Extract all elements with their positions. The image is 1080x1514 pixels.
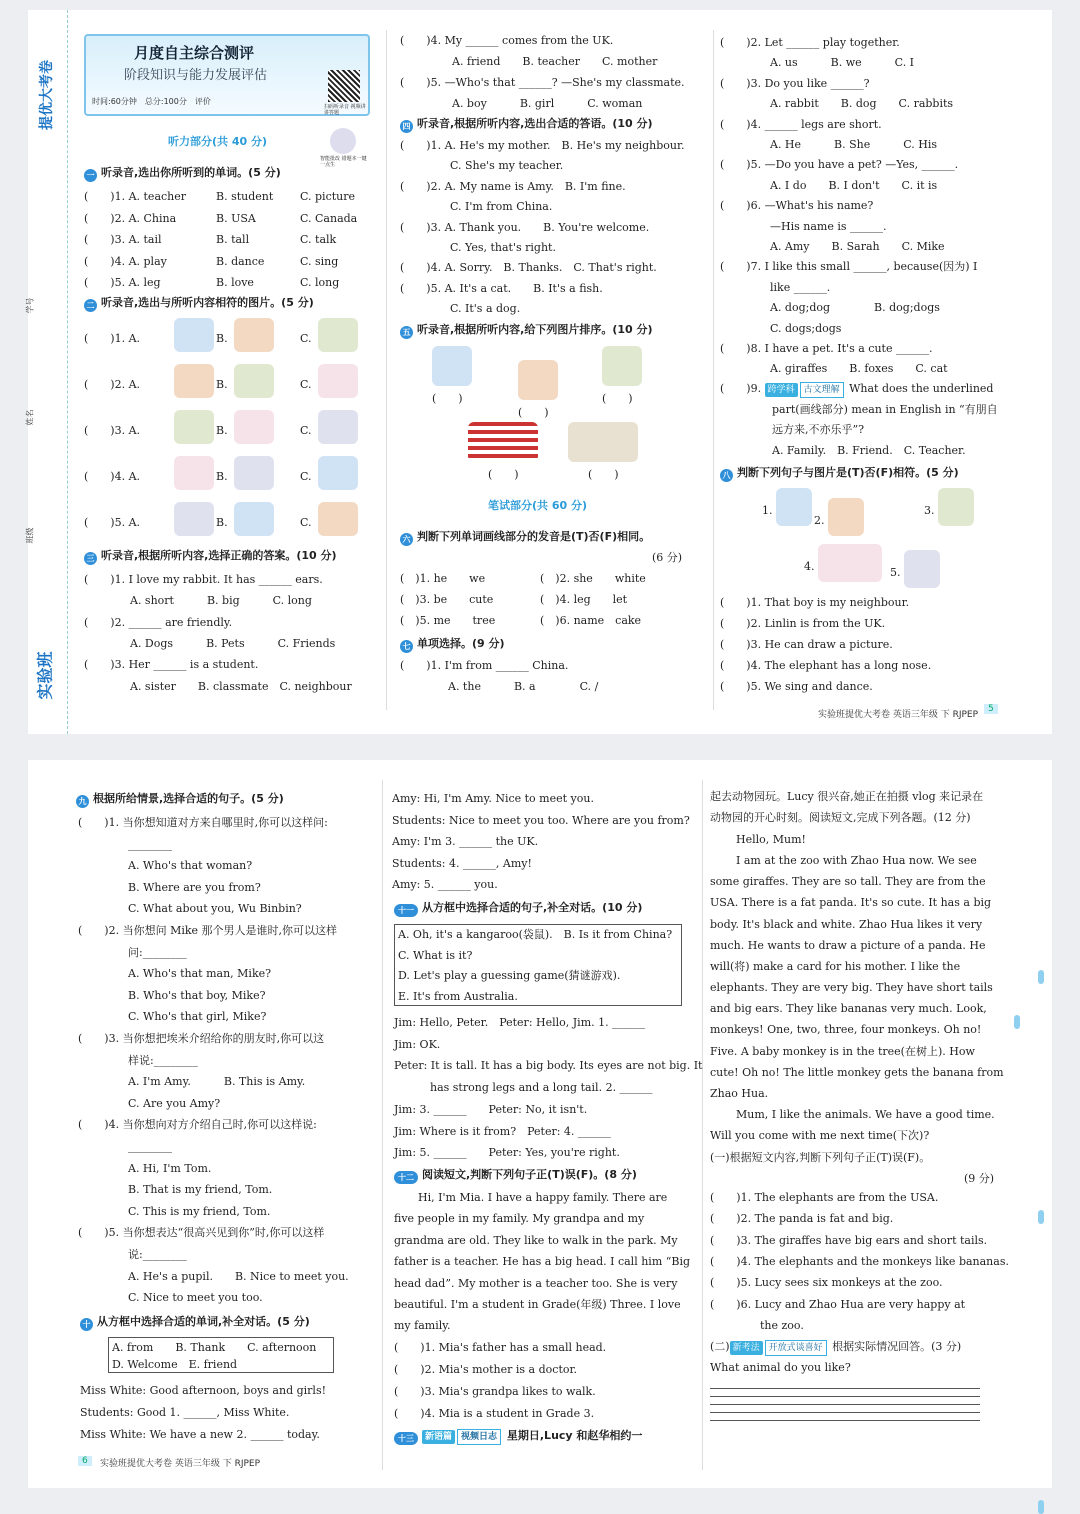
answer-options: C. Who's that girl, Mike? xyxy=(128,1010,267,1024)
true-false-item: ( )6. Lucy and Zhao Hua are very happy at xyxy=(710,1297,966,1311)
picture-number: 3. xyxy=(924,504,935,517)
question-line: ( )2. ______ are friendly. xyxy=(84,615,233,629)
open-question: What animal do you like? xyxy=(710,1361,851,1374)
section-5-title: 五 听录音,根据所听内容,给下列图片排序。(10 分) xyxy=(400,323,653,339)
phonics-item: ( )2. she white xyxy=(540,572,646,585)
true-false-item: ( )1. Mia's father has a small head. xyxy=(394,1341,607,1354)
dialogue-line: Jim: Hello, Peter. Peter: Hello, Jim. 1. ______ xyxy=(394,1016,646,1029)
exam-meta: 时间:60分钟 总分:100分 评价 xyxy=(92,97,211,106)
question-line: ( )7. I like this small ______, because(因为) I xyxy=(720,260,978,274)
answer-options: A. I do B. I don't C. it is xyxy=(770,178,938,192)
question-line: ( )5. —Who's that ______? —She's my classmate. xyxy=(400,76,685,89)
page-number: 5 xyxy=(984,704,998,714)
answer-options: A. sister B. classmate C. neighbour xyxy=(130,679,352,693)
footer-6: 实验班提优大考卷 英语三年级 下 RJPEP xyxy=(100,1459,261,1469)
footer: 实验班提优大考卷 英语三年级 下 RJPEP xyxy=(818,710,979,720)
answer-options: A. friend B. teacher C. mother xyxy=(452,55,658,68)
dialogue-line: Students: Nice to meet you too. Where are you from? xyxy=(392,813,690,827)
option-b-label: B. xyxy=(216,470,228,483)
passage-line: USA. There is a fat panda. It's so cute. It has a big xyxy=(710,896,992,910)
statement-line: ( )4. The elephant has a long nose. xyxy=(720,659,932,672)
intro-line: 起去动物园玩。Lucy 很兴奋,她正在拍摄 vlog 来记录在 xyxy=(710,790,984,803)
picture-question: ( )4. A. xyxy=(84,470,141,483)
option-c-label: C. xyxy=(300,470,312,483)
statement-line: ( )5. We sing and dance. xyxy=(720,680,873,693)
section-3-title: 三 听录音,根据所听内容,选择正确的答案。(10 分) xyxy=(84,549,337,565)
option-c-label: C. xyxy=(300,378,312,391)
question-line: ( )1. I love my rabbit. It has ______ ears. xyxy=(84,573,323,586)
section-9-title: 九 根据所给情景,选择合适的句子。(5 分) xyxy=(76,792,284,808)
box-sentence: C. What is it? xyxy=(398,948,473,962)
phonics-item: ( )5. me tree xyxy=(400,614,496,627)
exam-subtitle: 阶段知识与能力发展评估 xyxy=(124,68,268,83)
question-line: ( )3. Her ______ is a student. xyxy=(84,658,259,672)
student-id-label: 学号 xyxy=(25,297,35,314)
dialogue-line: Jim: OK. xyxy=(394,1037,441,1051)
true-false-item: the zoo. xyxy=(760,1318,804,1332)
statement-line: ( )3. He can draw a picture. xyxy=(720,638,893,651)
passage-line: Five. A baby monkey is in the tree(在树上). How xyxy=(710,1044,975,1058)
response-line: ( )2. A. My name is Amy. B. I'm fine. xyxy=(400,179,626,193)
order-blank: ( ) xyxy=(588,468,619,481)
margin-marker-icon xyxy=(1038,1210,1044,1224)
dialogue-line: has strong legs and a long tail. 2. ______ xyxy=(430,1081,653,1095)
phonics-item: ( )4. leg let xyxy=(540,593,628,606)
passage-line: my family. xyxy=(394,1319,451,1333)
answer-options: B. Who's that boy, Mike? xyxy=(128,988,266,1002)
ordering-picture-icon xyxy=(432,346,472,386)
answer-options: 样说:________ xyxy=(128,1053,198,1067)
sub-question-score: (9 分) xyxy=(964,1172,995,1185)
response-line: ( )1. A. He's my mother. B. He's my neighbour. xyxy=(400,139,685,152)
writing-line[interactable] xyxy=(710,1388,980,1389)
option-b-label: B. xyxy=(216,332,228,345)
section-6-score: (6 分) xyxy=(652,551,683,564)
order-blank: ( ) xyxy=(432,392,463,405)
passage-line: Hello, Mum! xyxy=(736,833,806,846)
answer-options: C. Nice to meet you too. xyxy=(128,1291,263,1305)
answer-options: —His name is ______. xyxy=(770,219,887,233)
section-4-title: 四 听录音,根据所听内容,选出合适的答语。(10 分) xyxy=(400,117,653,133)
dialogue-line: Miss White: Good afternoon, boys and girls! xyxy=(80,1384,327,1397)
writing-line[interactable] xyxy=(710,1404,980,1405)
answer-options: C. What about you, Wu Binbin? xyxy=(128,902,302,916)
section-10-title: 十 从方框中选择合适的单词,补全对话。(5 分) xyxy=(80,1315,310,1331)
question-line: ( )2. Let ______ play together. xyxy=(720,36,900,49)
order-blank: ( ) xyxy=(602,392,633,405)
brand-vertical: 提优大考卷 xyxy=(39,60,55,130)
word-option-c: C. talk xyxy=(300,233,337,246)
scenario-question: ( )2. 当你想问 Mike 那个男人是谁时,你可以这样 xyxy=(78,924,338,937)
answer-options: 说:________ xyxy=(128,1248,187,1261)
question-line: ( )4. My ______ comes from the UK. xyxy=(400,34,614,47)
option-c-label: C. xyxy=(300,516,312,529)
option-c-label: C. xyxy=(300,332,312,345)
question-line: ( )5. —Do you have a pet? —Yes, ______. xyxy=(720,158,959,172)
answer-options: A. He's a pupil. B. Nice to meet you. xyxy=(128,1269,349,1283)
answer-options: A. Hi, I'm Tom. xyxy=(128,1161,212,1175)
word-box: A. from B. Thank C. afternoon D. Welcome E. friend xyxy=(108,1337,334,1373)
passage-line: head dad”. My mother is a teacher too. She is very xyxy=(394,1276,678,1290)
response-line: C. I'm from China. xyxy=(450,200,553,214)
word-option-b: B. dance xyxy=(216,254,265,268)
statement-picture-icon xyxy=(818,544,882,582)
word-option-row: ( )4. A. play xyxy=(84,254,167,268)
answer-options: B. That is my friend, Tom. xyxy=(128,1183,273,1197)
statement-picture-icon xyxy=(776,488,812,526)
answer-options: B. Where are you from? xyxy=(128,880,261,894)
dialogue-line: Jim: 3. ______ Peter: No, it isn't. xyxy=(394,1102,588,1116)
question-line: ( )6. —What's his name? xyxy=(720,199,874,213)
passage-line: and big ears. They like bananas very much. Look, xyxy=(710,1002,987,1016)
statement-picture-icon xyxy=(828,498,864,536)
picture-question: ( )1. A. xyxy=(84,332,141,345)
scenario-question: ( )3. 当你想把埃米介绍给你的朋友时,你可以这 xyxy=(78,1032,325,1045)
illustration-icon xyxy=(174,502,214,536)
question-line: ( )8. I have a pet. It's a cute ______. xyxy=(720,342,933,355)
dialogue-line: Peter: It is tall. It has a big body. Its eyes are not big. It xyxy=(394,1059,703,1073)
question-9-line3: 远方来,不亦乐乎”? xyxy=(772,423,865,436)
picture-number: 2. xyxy=(814,514,825,527)
word-option-b: B. USA xyxy=(216,211,256,225)
passage-line: body. It's black and white. Zhao Hua likes it very xyxy=(710,917,983,931)
picture-number: 5. xyxy=(890,566,901,579)
true-false-item: ( )4. The elephants and the monkeys like bananas. xyxy=(710,1254,1009,1268)
illustration-icon xyxy=(318,502,358,536)
answer-options: ________ xyxy=(128,837,172,851)
question-9-options: A. Family. B. Friend. C. Teacher. xyxy=(772,444,966,457)
illustration-icon xyxy=(234,318,274,352)
dialogue-line: Students: 4. ______, Amy! xyxy=(392,856,532,870)
illustration-icon xyxy=(174,364,214,398)
question-line: ( )4. ______ legs are short. xyxy=(720,117,882,131)
illustration-icon xyxy=(234,456,274,490)
ordering-picture-icon xyxy=(568,422,638,462)
dialogue-line: Amy: 5. ______ you. xyxy=(392,878,498,891)
picture-number: 4. xyxy=(804,560,815,573)
word-option-b: B. love xyxy=(216,276,254,289)
response-line: ( )3. A. Thank you. B. You're welcome. xyxy=(400,220,650,234)
box-sentence: D. Let's play a guessing game(猜谜游戏). xyxy=(398,969,621,982)
passage-line: will(将) make a card for his mother. I like the xyxy=(710,959,961,973)
option-b-label: B. xyxy=(216,378,228,391)
box-sentence: E. It's from Australia. xyxy=(398,989,518,1003)
passage-line: elephants. They are very big. They have short tails xyxy=(710,981,993,995)
passage-line: beautiful. I'm a student in Grade(年级) Three. I love xyxy=(394,1298,681,1311)
illustration-icon xyxy=(174,456,214,490)
answer-options: A. dog;dog B. dog;dogs xyxy=(770,301,940,315)
dialogue-line: Amy: I'm 3. ______ the UK. xyxy=(392,835,539,848)
statement-line: ( )1. That boy is my neighbour. xyxy=(720,596,910,609)
picture-number: 1. xyxy=(762,504,773,517)
passage-line: I am at the zoo with Zhao Hua now. We see xyxy=(736,854,977,868)
phonics-item: ( )3. be cute xyxy=(400,593,494,606)
answer-options: C. This is my friend, Tom. xyxy=(128,1204,271,1218)
grading-caption: 智能批改 错题本一键一点生 xyxy=(320,156,367,168)
page-number-6: 6 xyxy=(78,1456,92,1466)
word-option-c: C. long xyxy=(300,276,340,289)
true-false-item: ( )3. Mia's grandpa likes to walk. xyxy=(394,1385,596,1398)
intro-line: 动物园的开心时刻。阅读短文,完成下列各题。(12 分) xyxy=(710,811,971,824)
word-option-c: C. picture xyxy=(300,190,356,203)
answer-options: A. short B. big C. long xyxy=(130,594,312,608)
word-option-row: ( )1. A. teacher xyxy=(84,190,187,203)
picture-question: ( )3. A. xyxy=(84,424,141,437)
section-13-title: 十三 新语篇 视频日志 星期日,Lucy 和赵华相约一 xyxy=(394,1429,642,1445)
word-option-b: B. student xyxy=(216,190,274,203)
option-c-label: C. xyxy=(300,424,312,437)
true-false-item: ( )3. The giraffes have big ears and short tails. xyxy=(710,1233,988,1247)
phonics-item: ( )1. he we xyxy=(400,572,486,585)
passage-line: father is a teacher. He has a big head. I call him “Big xyxy=(394,1255,691,1269)
passage-line: some giraffes. They are so tall. They are from the xyxy=(710,875,986,889)
passage-line: Zhao Hua. xyxy=(710,1086,769,1100)
illustration-icon xyxy=(318,364,358,398)
illustration-icon xyxy=(174,410,214,444)
statement-line: ( )2. Linlin is from the UK. xyxy=(720,617,886,630)
robot-icon xyxy=(330,128,356,154)
passage-line: grandma are old. They like to walk in the park. My xyxy=(394,1233,678,1247)
question-9: ( )9. 跨学科 古文理解 What does the underlined xyxy=(720,382,993,398)
illustration-icon xyxy=(318,456,358,490)
section-12-title: 十二 阅读短文,判断下列句子正(T)误(F)。(8 分) xyxy=(394,1168,637,1184)
answer-options: A. Amy B. Sarah C. Mike xyxy=(770,240,945,253)
order-blank: ( ) xyxy=(518,406,549,419)
word-option-c: C. sing xyxy=(300,254,339,268)
margin-marker-icon xyxy=(1038,970,1044,984)
passage-line: much. He wants to draw a picture of a panda. He xyxy=(710,938,986,952)
answer-options: A. Dogs B. Pets C. Friends xyxy=(130,636,336,650)
name-label: 姓名 xyxy=(25,409,35,426)
illustration-icon xyxy=(234,410,274,444)
answer-options: C. Are you Amy? xyxy=(128,1096,221,1110)
answer-options: A. Who's that woman? xyxy=(128,859,253,873)
answer-options: A. He B. She C. His xyxy=(770,138,938,151)
ordering-picture-icon xyxy=(518,360,558,400)
ordering-picture-icon xyxy=(602,346,642,386)
scenario-question: ( )1. 当你想知道对方来自哪里时,你可以这样问: xyxy=(78,816,328,829)
answer-options: A. boy B. girl C. woman xyxy=(452,97,643,110)
answer-options: ________ xyxy=(128,1140,172,1153)
answer-options: like ______. xyxy=(770,280,831,294)
answer-options: A. I'm Amy. B. This is Amy. xyxy=(128,1075,306,1089)
order-blank: ( ) xyxy=(488,468,519,481)
true-false-item: ( )2. The panda is fat and big. xyxy=(710,1212,894,1226)
box-sentence: A. Oh, it's a kangaroo(袋鼠). B. Is it from China? xyxy=(398,928,673,941)
answer-options: A. giraffes B. foxes C. cat xyxy=(770,362,948,376)
question-line: ( )1. I'm from ______ China. xyxy=(400,659,569,672)
phonics-item: ( )6. name cake xyxy=(540,614,642,627)
true-false-item: ( )4. Mia is a student in Grade 3. xyxy=(394,1407,595,1420)
option-b-label: B. xyxy=(216,516,228,529)
exam-title: 月度自主综合测评 xyxy=(134,44,255,62)
response-line: C. It's a dog. xyxy=(450,302,521,316)
written-title: 笔试部分(共 60 分) xyxy=(488,499,588,512)
answer-options: 问:________ xyxy=(128,945,187,959)
question-line: ( )3. Do you like ______? xyxy=(720,76,870,90)
dialogue-line: Jim: 5. ______ Peter: Yes, you're right. xyxy=(394,1146,620,1160)
answer-options: A. us B. we C. I xyxy=(770,56,915,70)
section-1-title: 一 听录音,选出你所听到的单词。(5 分) xyxy=(84,166,281,182)
margin-marker-icon xyxy=(1014,1015,1020,1029)
class-label: 班级 xyxy=(25,527,35,544)
answer-options: A. Who's that man, Mike? xyxy=(128,967,272,981)
section-8-title: 八 判断下列句子与图片是(T)否(F)相符。(5 分) xyxy=(720,466,959,482)
illustration-icon xyxy=(234,502,274,536)
qr-code-icon xyxy=(328,70,360,102)
true-false-item: ( )2. Mia's mother is a doctor. xyxy=(394,1363,578,1376)
dialogue-line: Amy: Hi, I'm Amy. Nice to meet you. xyxy=(392,792,594,805)
section-7-title: 七 单项选择。(9 分) xyxy=(400,637,505,653)
true-false-item: ( )5. Lucy sees six monkeys at the zoo. xyxy=(710,1276,943,1290)
sentence-box xyxy=(394,924,682,1006)
question-9-line2: part(画线部分) mean in English in “有朋自 xyxy=(772,403,998,416)
response-line: ( )5. A. It's a cat. B. It's a fish. xyxy=(400,281,603,295)
passage-line: Mum, I like the animals. We have a good time. xyxy=(736,1107,995,1121)
response-line: C. She's my teacher. xyxy=(450,159,564,173)
ordering-picture-icon xyxy=(468,422,538,462)
response-line: C. Yes, that's right. xyxy=(450,241,556,254)
answer-options: A. the B. a C. / xyxy=(448,680,599,693)
writing-line[interactable] xyxy=(710,1396,980,1397)
passage-line: cute! Oh no! The little monkey gets the banana from xyxy=(710,1065,1004,1079)
listening-title: 听力部分(共 40 分) xyxy=(168,135,268,148)
picture-question: ( )2. A. xyxy=(84,378,141,391)
word-option-c: C. Canada xyxy=(300,211,358,225)
binding-sidebar xyxy=(25,10,68,734)
margin-marker-icon xyxy=(1038,1500,1044,1514)
sub-question-title: (一)根据短文内容,判断下列句子正(T)误(F)。 xyxy=(710,1151,931,1164)
dialogue-line: Jim: Where is it from? Peter: 4. ______ xyxy=(394,1124,611,1138)
statement-picture-icon xyxy=(938,488,974,526)
section-2-title: 二 听录音,选出与所听内容相符的图片。(5 分) xyxy=(84,296,314,312)
response-line: ( )4. A. Sorry. B. Thanks. C. That's right. xyxy=(400,261,657,275)
word-option-row: ( )5. A. leg xyxy=(84,276,161,289)
scenario-question: ( )4. 当你想向对方介绍自己时,你可以这样说: xyxy=(78,1118,317,1132)
word-option-row: ( )3. A. tail xyxy=(84,233,162,246)
section-6-title: 六 判断下列单词画线部分的发音是(T)否(F)相同。 xyxy=(400,530,650,546)
statement-picture-icon xyxy=(904,550,940,588)
scenario-question: ( )5. 当你想表达“很高兴见到你”时,你可以这样 xyxy=(78,1226,325,1240)
picture-question: ( )5. A. xyxy=(84,516,141,529)
section-11-title: 十一 从方框中选择合适的句子,补全对话。(10 分) xyxy=(394,901,642,917)
passage-line: Will you come with me next time(下次)? xyxy=(710,1129,930,1143)
passage-line: Hi, I'm Mia. I have a happy family. There are xyxy=(418,1191,668,1204)
illustration-icon xyxy=(318,410,358,444)
writing-line[interactable] xyxy=(710,1412,980,1413)
answer-options: C. dogs;dogs xyxy=(770,321,842,335)
qr-caption: 扫码听录音 视频讲讲答题 xyxy=(324,104,366,116)
passage-line: monkeys! One, two, three, four monkeys. Oh no! xyxy=(710,1023,982,1037)
illustration-icon xyxy=(318,318,358,352)
section-13-part2: (二) 新考法 开放式谈喜好 根据实际情况回答。(3 分) xyxy=(710,1340,961,1356)
dialogue-line: Miss White: We have a new 2. ______ today. xyxy=(80,1428,320,1441)
passage-line: five people in my family. My grandpa and my xyxy=(394,1212,645,1226)
brand2-vertical: 实验班 xyxy=(35,651,55,700)
word-option-b: B. tall xyxy=(216,233,250,246)
exam-page-6 xyxy=(28,760,1052,1488)
writing-line[interactable] xyxy=(710,1420,980,1421)
dialogue-line: Students: Good 1. ______, Miss White. xyxy=(80,1406,290,1419)
illustration-icon xyxy=(174,318,214,352)
option-b-label: B. xyxy=(216,424,228,437)
answer-options: A. rabbit B. dog C. rabbits xyxy=(770,97,954,111)
word-option-row: ( )2. A. China xyxy=(84,211,177,225)
true-false-item: ( )1. The elephants are from the USA. xyxy=(710,1191,939,1204)
exam-page-5 xyxy=(25,10,1052,734)
illustration-icon xyxy=(234,364,274,398)
